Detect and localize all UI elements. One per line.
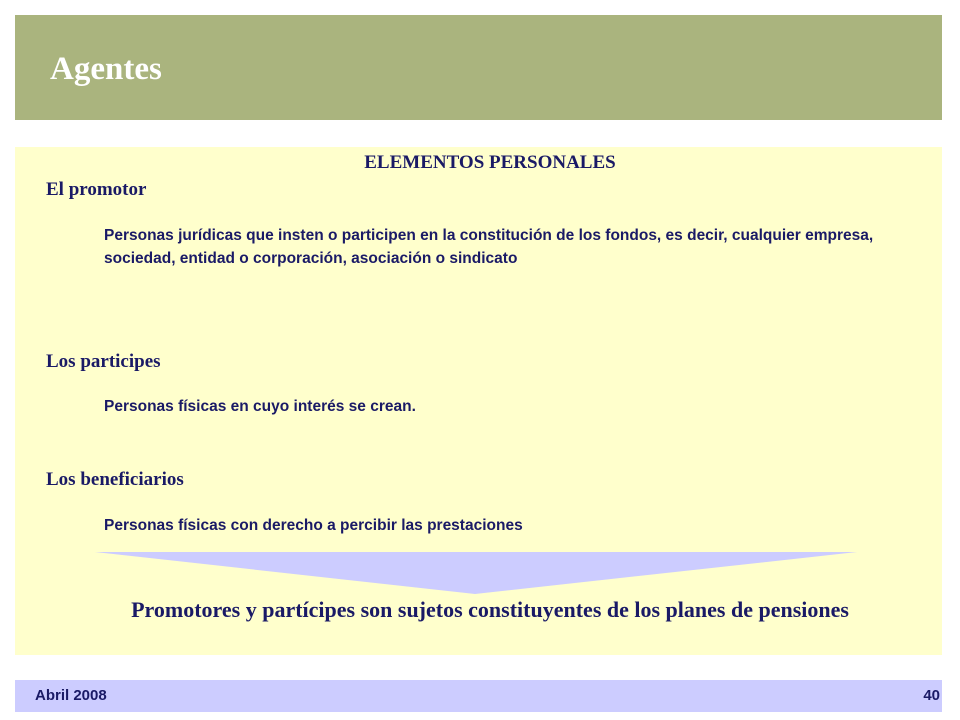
item-body-promotor: Personas jurídicas que insten o participen en la constitución de los fondos, es decir, cualquier empresa, sociedad, entidad o corporación, asociación o sindicato — [104, 227, 874, 267]
header-bar — [15, 15, 942, 120]
conclusion-text: Promotores y partícipes son sujetos constituyentes de los planes de pensiones — [131, 597, 849, 622]
item-body-beneficiarios: Personas físicas con derecho a percibir las prestaciones — [104, 517, 523, 534]
content-panel — [15, 147, 942, 655]
page-title: Agentes — [50, 51, 162, 87]
section-heading: ELEMENTOS PERSONALES — [364, 152, 616, 173]
footer-bar — [15, 680, 942, 712]
item-title-promotor: El promotor — [46, 179, 147, 200]
page-number: 40 — [923, 687, 940, 704]
funnel-arrow-icon — [95, 552, 857, 594]
footer-date: Abril 2008 — [35, 687, 107, 704]
item-title-participes: Los participes — [46, 351, 161, 372]
item-body-participes: Personas físicas en cuyo interés se crean. — [104, 398, 416, 415]
item-title-beneficiarios: Los beneficiarios — [46, 469, 184, 490]
